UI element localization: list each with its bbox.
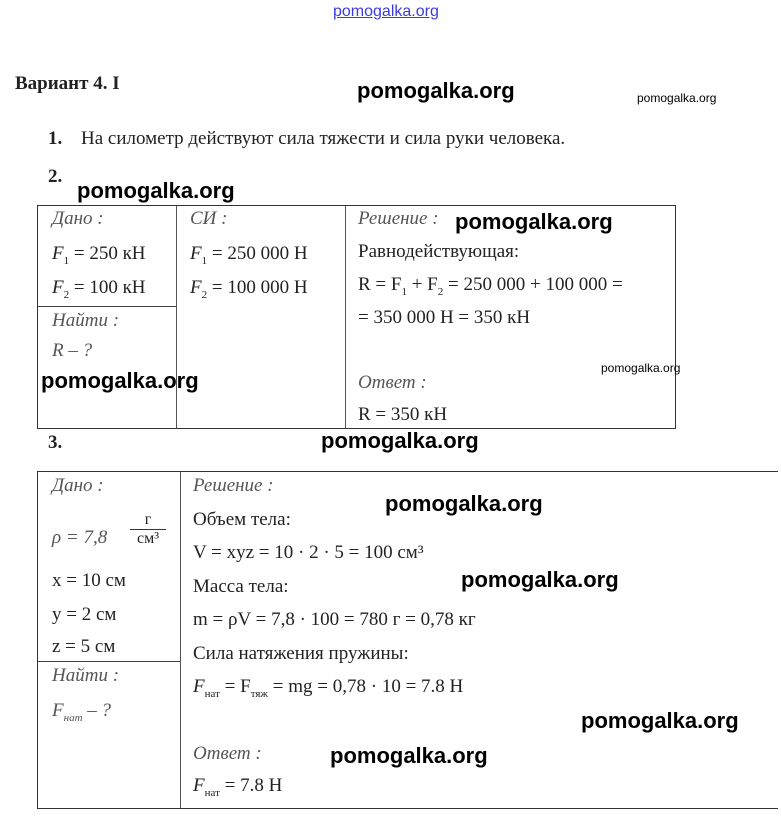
si-f2: $F_2 = 100$ 000 Н (190, 277, 308, 301)
si-f1: $F_1 = 250$ 000 Н (190, 243, 308, 267)
watermark: pomogalka.org (77, 178, 235, 203)
given-x: x = 10 см (52, 570, 126, 591)
watermark-link[interactable]: pomogalka.org (333, 3, 439, 20)
given-label: Дано : (52, 475, 104, 496)
force-label: Сила натяжения пружины: (193, 643, 409, 664)
volume-eq: V = xyz = 10 · 2 · 5 = 100 см³ (193, 542, 424, 563)
answer-label: Ответ : (193, 743, 262, 764)
q2-table (37, 205, 676, 429)
solution-label: Решение : (193, 475, 274, 496)
solution-label: Решение : (358, 208, 439, 229)
volume-label: Объем тела: (193, 509, 291, 530)
watermark: pomogalka.org (321, 428, 479, 453)
watermark: pomogalka.org (41, 368, 199, 393)
watermark: pomogalka.org (357, 78, 515, 103)
answer-label: Ответ : (358, 372, 427, 393)
watermark: pomogalka.org (385, 491, 543, 516)
equation-1: $R = F_1 + F_2 = 250$ 000 + 100 000 = (358, 274, 623, 298)
equation-2: = 350 000 Н = 350 кН (358, 307, 531, 328)
answer-value: $F_{нат} = 7.8$ Н (193, 775, 283, 799)
given-y: y = 2 см (52, 604, 117, 625)
force-eq: $F_{нат} = F_{тяж}$ = mg = 0,78 · 10 = 7.8 Н (193, 676, 464, 700)
watermark: pomogalka.org (581, 708, 739, 733)
given-z: z = 5 см (52, 636, 116, 657)
find-value: R – ? (52, 340, 93, 361)
density-unit: г см³ (130, 511, 166, 548)
given-f1: $F_1 = 250$ кН (52, 243, 146, 267)
q1-text: На силометр действуют сила тяжести и сила руки человека. (81, 128, 566, 149)
given-f2: $F_2 = 100$ кН (52, 277, 146, 301)
watermark: pomogalka.org (455, 209, 613, 234)
given-label: Дано : (52, 208, 104, 229)
find-label: Найти : (52, 310, 120, 331)
mass-label: Масса тела: (193, 576, 289, 597)
answer-value: R = 350 кН (358, 404, 448, 425)
watermark: pomogalka.org (330, 743, 488, 768)
q3-number: 3. (48, 432, 63, 453)
given-density: ρ = 7,8 (52, 527, 108, 548)
watermark: pomogalka.org (637, 91, 717, 105)
page-title: Вариант 4. I (15, 73, 120, 94)
find-value: $F_{нат}$ – ? (52, 700, 112, 724)
watermark: pomogalka.org (461, 567, 619, 592)
resultant-label: Равнодействующая: (358, 241, 520, 262)
mass-eq: m = ρV = 7,8 · 100 = 780 г = 0,78 кг (193, 609, 476, 630)
watermark: pomogalka.org (601, 361, 681, 375)
q1-number: 1. (48, 128, 63, 149)
find-label: Найти : (52, 665, 120, 686)
q2-number: 2. (48, 166, 63, 187)
si-label: СИ : (190, 208, 228, 229)
